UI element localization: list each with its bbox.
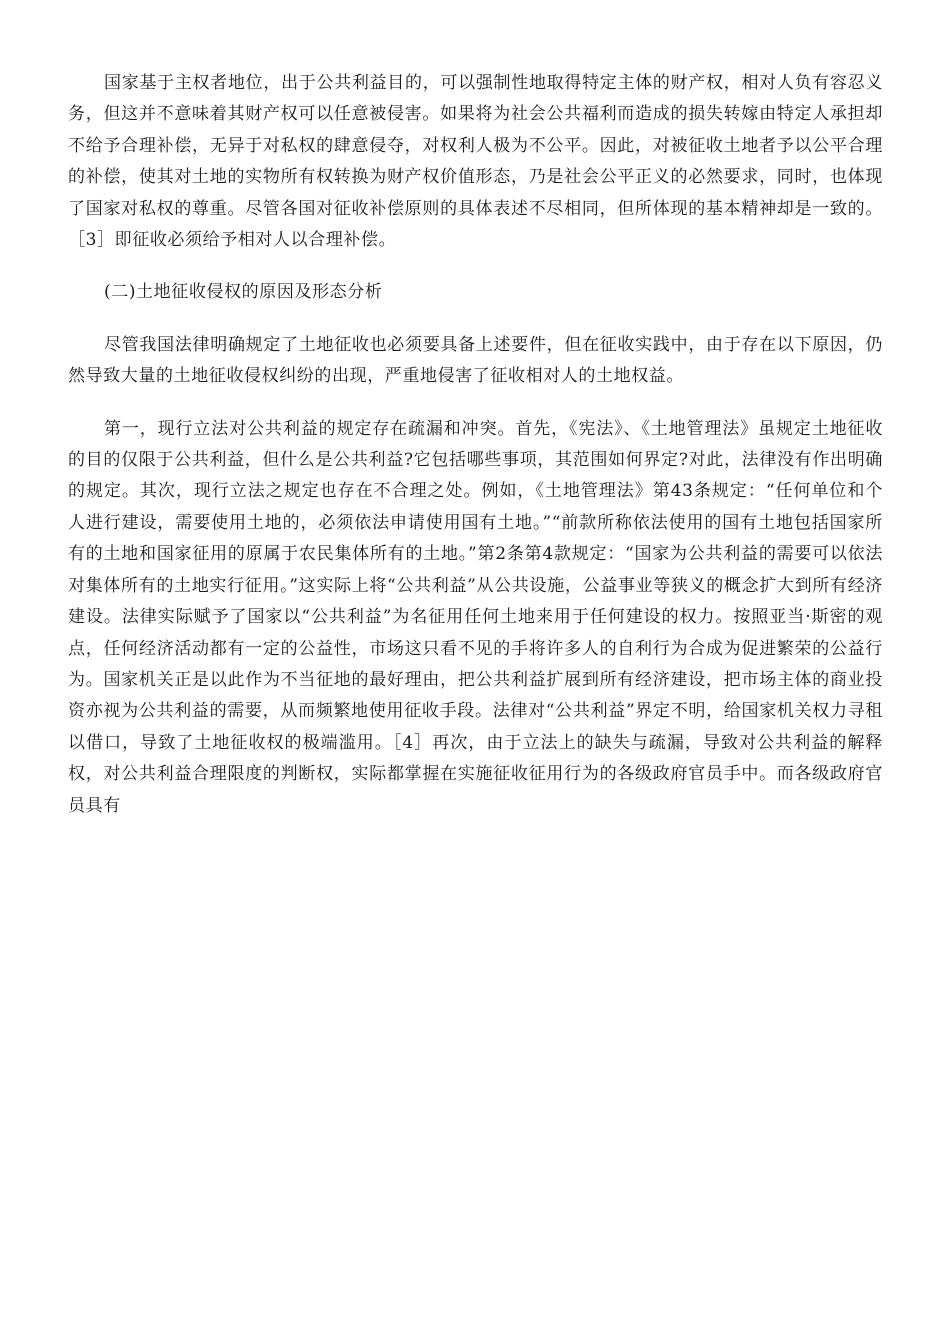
paragraph-gap — [68, 309, 883, 330]
paragraph-compensation-principle: 国家基于主权者地位，出于公共利益目的，可以强制性地取得特定主体的财产权，相对人负有容忍义务，但这并不意味着其财产权可以任意被侵害。如果将为社会公共福利而造成的损失转嫁由特定人承担却不给予合理补偿，无异于对私权的肆意侵夺，对权利人极为不公平。因此，对被征收土地者予以公平合理的补偿，使其对土地的实物所有权转换为财产权价值形态，乃是社会公平正义的必然要求，同时，也体现了国家对私权的尊重。尽管各国对征收补偿原则的具体表述不尽相同，但所体现的基本精神却是一致的。［3］即征收必须给予相对人以合理补偿。 — [68, 73, 883, 251]
paragraph-gap — [68, 393, 883, 414]
document-page — [68, 68, 883, 822]
paragraph-intro-causes: 尽管我国法律明确规定了土地征收也必须要具备上述要件，但在征收实践中，由于存在以下原因，仍然导致大量的土地征收侵权纠纷的出现，严重地侵害了征收相对人的土地权益。 — [68, 334, 883, 387]
paragraph-gap — [68, 256, 883, 277]
section-heading: (二)土地征收侵权的原因及形态分析 — [104, 282, 383, 303]
paragraph-first-cause: 第一，现行立法对公共利益的规定存在疏漏和冲突。首先，《宪法》、《土地管理法》虽规定土地征收的目的仅限于公共利益，但什么是公共利益?它包括哪些事项，其范围如何界定?对此，法律没有作出明确的规定。其次，现行立法之规定也存在不合理之处。例如，《土地管理法》第43条规定：“任何单位和个人进行建设，需要使用土地的，必须依法申请使用国有土地。”“前款所称依法使用的国有土地包括国家所有的土地和国家征用的原属于农民集体所有的土地。”第2条第4款规定：“国家为公共利益的需要可以依法对集体所有的土地实行征用。”这实际上将“公共利益”从公共设施，公益事业等狭义的概念扩大到所有经济建设。法律实际赋予了国家以“公共利益”为名征用任何土地来用于任何建设的权力。按照亚当·斯密的观点，任何经济活动都有一定的公益性，市场这只看不见的手将许多人的自利行为合成为促进繁荣的公益行为。国家机关正是以此作为不当征地的最好理由，把公共利益扩展到所有经济建设，把市场主体的商业投资亦视为公共利益的需要，从而频繁地使用征收手段。法律对“公共利益”界定不明，给国家机关权力寻租以借口，导致了土地征收权的极端滥用。［4］再次，由于立法上的缺失与疏漏，导致对公共利益的解释权，对公共利益合理限度的判断权，实际都掌握在实施征收征用行为的各级政府官员手中。而各级政府官员具有 — [68, 418, 883, 816]
